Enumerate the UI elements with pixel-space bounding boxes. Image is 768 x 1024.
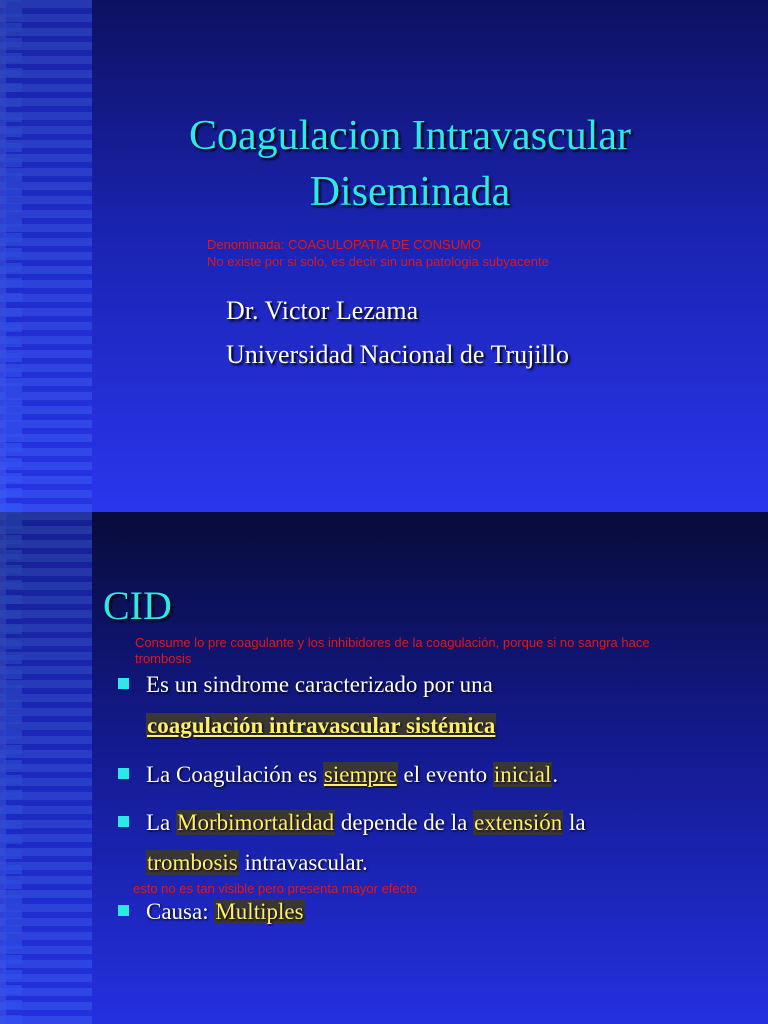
bullet-3-text-a: La [146, 810, 177, 835]
slide-title [150, 108, 670, 220]
bullet-4 [118, 899, 305, 925]
note-line-2: No existe por si solo, es decir sin una patologia subyacente [207, 254, 549, 269]
highlight-term: trombosis [147, 850, 238, 875]
bullet-3-continuation [146, 850, 368, 876]
decorative-stripe [0, 512, 92, 1024]
bullet-1-continuation [146, 713, 496, 739]
bullet-square-icon [118, 816, 129, 827]
highlight-term: siempre [323, 762, 397, 787]
bullet-3-text-d: intravascular. [238, 850, 368, 875]
highlight-term: Multiples [215, 899, 304, 924]
highlight-term: extensión [474, 810, 563, 835]
bullet-2-text-c: . [552, 762, 559, 787]
highlight-term: Morbimortalidad [177, 810, 335, 835]
bullet-3-text-b: depende de la [335, 810, 474, 835]
bullet-square-icon [118, 905, 129, 916]
bullet-2-text-b: el evento [397, 762, 493, 787]
bullet-4-text: Causa: [146, 899, 215, 924]
highlight-term: coagulación intravascular sistémica [147, 713, 496, 738]
bullet-2-text-a: La Coagulación es [146, 762, 323, 787]
speaker-note [207, 236, 549, 270]
bullet-square-icon [118, 678, 129, 689]
bullet-square-icon [118, 768, 129, 779]
title-line-1: Coagulacion Intravascular [189, 113, 631, 159]
speaker-note-top: Consume lo pre coagulante y los inhibidores de la coagulación, porque si no sangra hace trombosis [135, 635, 650, 666]
bullet-1 [118, 672, 493, 698]
bullet-1-text: Es un sindrome caracterizado por una [146, 672, 493, 697]
title-line-2: Diseminada [309, 169, 511, 215]
note-line-1: Denominada: COAGULOPATIA DE CONSUMO [207, 237, 482, 252]
bullet-3 [118, 810, 586, 836]
slide-2 [0, 512, 768, 1024]
slide-title: CID [103, 583, 172, 628]
author-name: Dr. Victor Lezama [226, 296, 419, 325]
highlight-term: inicial [493, 762, 552, 787]
author-university: Universidad Nacional de Trujillo [226, 340, 570, 369]
speaker-note-bottom: esto no es tan visible pero presenta mayor efecto [133, 881, 417, 896]
bullet-3-text-c: la [563, 810, 586, 835]
bullet-2 [118, 762, 558, 788]
decorative-stripe [0, 0, 92, 512]
